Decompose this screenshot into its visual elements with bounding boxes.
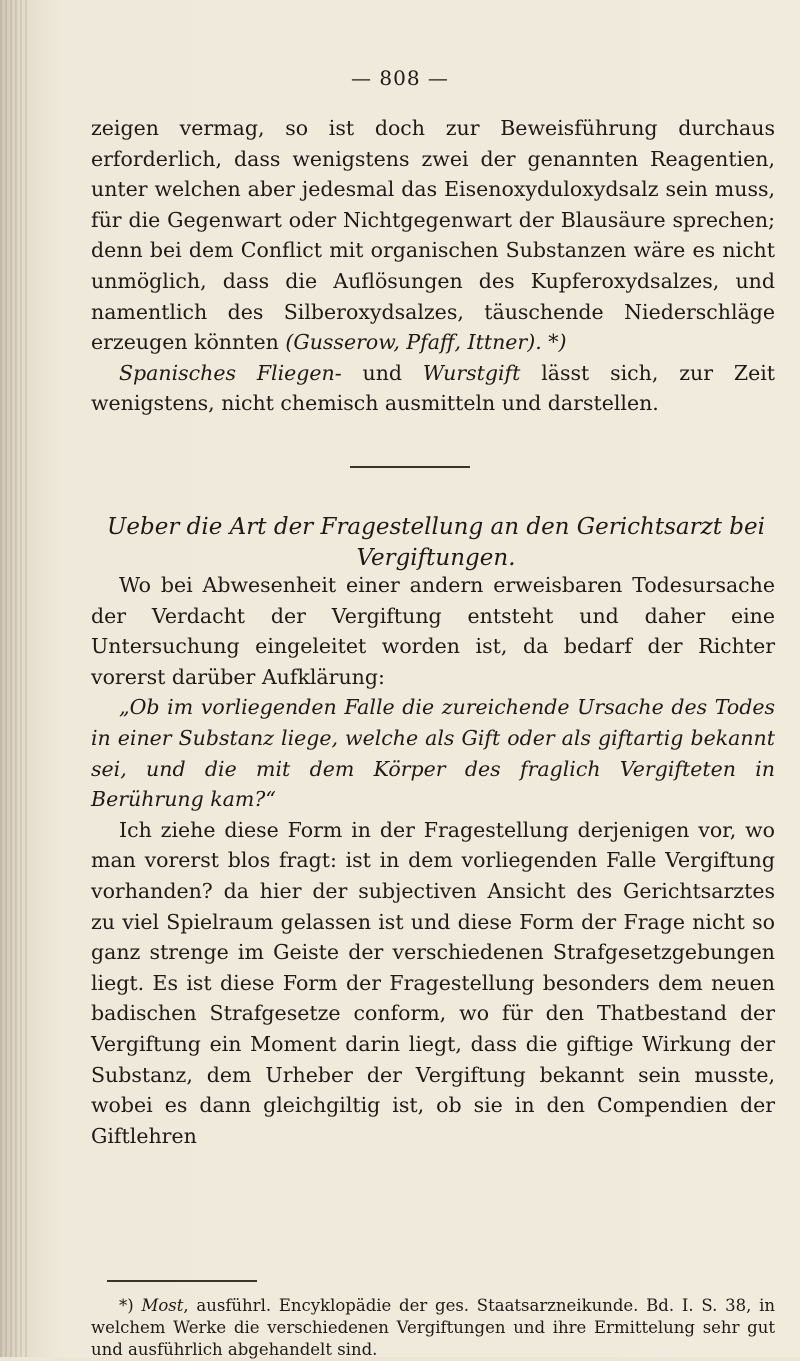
paragraph-1-text: zeigen vermag, so ist doch zur Beweisführung durchaus erforderlich, dass wenigstens zwei der genannten Reagentien, unter welchen aber jedesmal das Eisenoxyduloxydsalz sein muss, für die Gegenwart oder Nichtgegenwart der Blausäure sprechen; denn bei dem Conflict mit organischen Substanzen wäre es nicht unmöglich, dass die Auflösungen des Kupferoxydsalzes, und namentlich des Silberoxydsalzes, täuschende Niederschläge erzeugen könnten [91,116,775,355]
section-heading: Ueber die Art der Fragestellung an den Gerichtsarzt bei Vergiftungen. [107,514,765,571]
paragraph-4: Ich ziehe diese Form in der Fragestellung derjenigen vor, wo man vorerst blos fragt: ist in dem vorliegenden Falle Vergiftung vorhanden? da hier der subjectiven Ansicht des Gerichtsarztes zu viel Spielraum gelassen ist und diese Form der Frage nicht so ganz strenge im Geiste der verschiedenen Strafgesetzgebungen liegt. Es ist diese Form der Fragestellung besonders dem neuen badischen Strafgesetze conform, wo für den Thatbestand der Vergiftung ein Moment darin liegt, dass die giftige Wirkung der Substanz, dem Urheber der Vergiftung bekannt sein musste, wobei es dann gleichgiltig ist, ob sie in den Compendien der Giftlehren [91,817,775,1148]
book-gutter [0,0,30,1357]
text-block-top [91,113,775,419]
text-block-main [91,570,775,1151]
footnote-paragraph [91,1295,775,1361]
citation: (Gusserow, Pfaff, Ittner). *) [285,330,567,355]
paragraph-1 [91,113,775,358]
footnote [91,1295,775,1361]
term-wurstgift: Wurstgift [422,360,521,385]
paragraph-3: Wo bei Abwesenheit einer andern erweisbaren Todesursache der Verdacht der Vergiftung entsteht und daher eine Untersuchung eingeleitet worden ist, da bedarf der Richter vorerst darüber Aufklärung: [91,573,775,689]
term-spanisches-fliegen: Spanisches Fliegen- [119,360,342,385]
paragraph-2-text: lässt sich, zur Zeit wenigstens, nicht chemisch ausmitteln und darstellen. [91,360,776,416]
quoted-question: „Ob im vorliegenden Falle die zureichende Ursache des Todes in einer Substanz liege, welche als Gift oder als giftartig bekannt sei, und die mit dem Körper des fraglich Vergifteten in Berührung kam?“ [91,695,775,812]
page-number: — 808 — [351,66,449,90]
footnote-divider [107,1280,257,1282]
paragraph-2 [91,358,775,419]
section-divider [350,466,470,468]
footnote-mark: *) [119,1296,142,1315]
footnote-text: , ausführl. Encyklopädie der ges. Staatsarzneikunde. Bd. I. S. 38, in welchem Werke die verschiedenen Vergiftungen und ihre Ermittelung sehr gut und ausführlich abgehandelt sind. [91,1296,776,1359]
footnote-author: Most [141,1296,184,1315]
paragraph-2-connector: und [341,360,423,385]
